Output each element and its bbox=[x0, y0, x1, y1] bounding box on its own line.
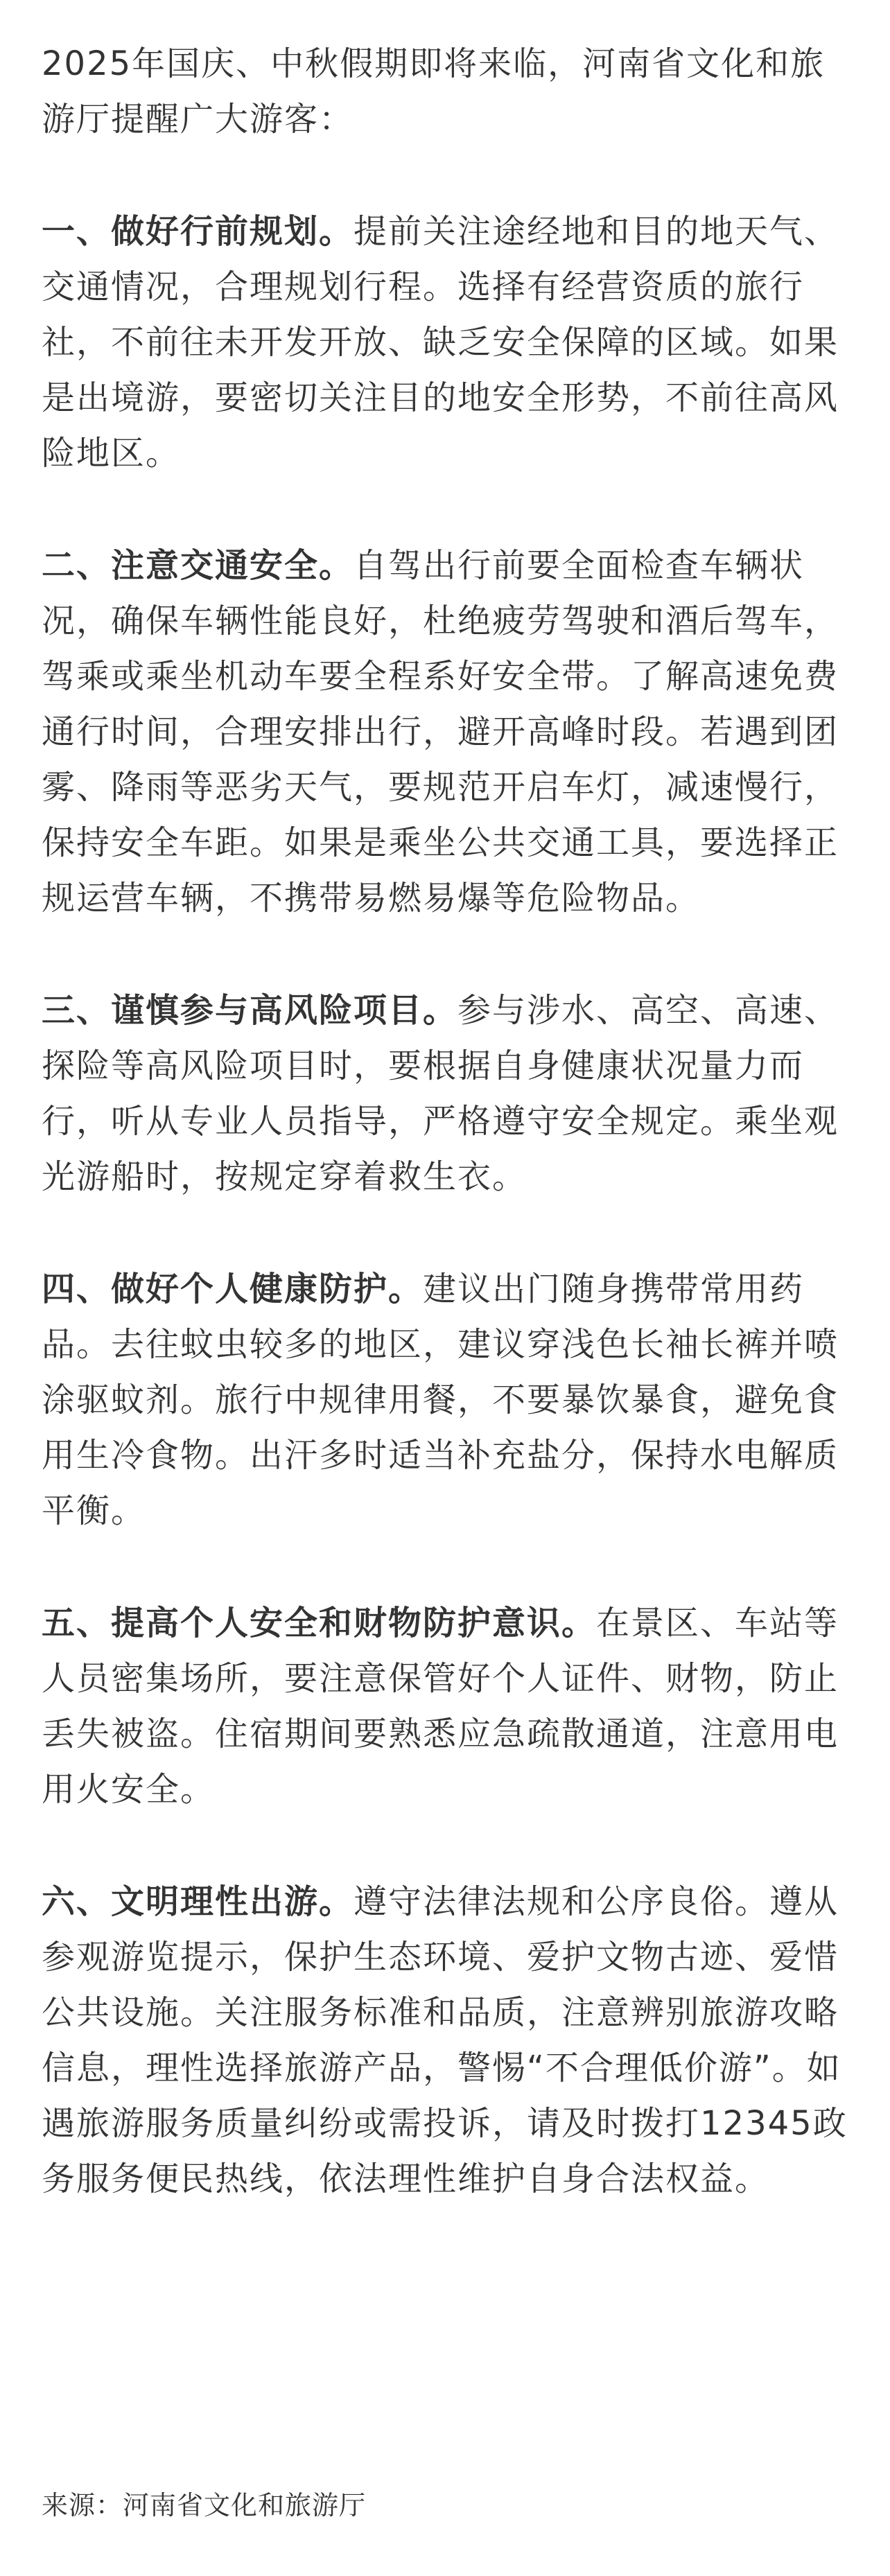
section-paragraph-3 bbox=[42, 983, 853, 1204]
section-body-6: 遵守法律法规和公序良俗。遵从参观游览提示，保护生态环境、爱护文物古迹、爱惜公共设施。关注服务标准和品质，注意辨别旅游攻略信息，理性选择旅游产品，警惕“不合理低价游”。如遇旅游服务质量纠纷或需投诉，请及时拨打12345政务服务便民热线，依法理性维护自身合法权益。 bbox=[42, 1882, 848, 2198]
section-paragraph-5 bbox=[42, 1595, 853, 1817]
section-paragraph-2 bbox=[42, 538, 853, 926]
article-body bbox=[42, 36, 853, 2263]
section-heading-1: 一、做好行前规划。 bbox=[42, 212, 354, 251]
section-body-3: 参与涉水、高空、高速、探险等高风险项目时，要根据自身健康状况量力而行，听从专业人员指导，严格遵守安全规定。乘坐观光游船时，按规定穿着救生衣。 bbox=[42, 991, 839, 1196]
source-credit: 来源：河南省文化和旅游厅 bbox=[42, 2490, 367, 2521]
intro-paragraph: 2025年国庆、中秋假期即将来临，河南省文化和旅游厅提醒广大游客： bbox=[42, 44, 826, 139]
section-body-5: 在景区、车站等人员密集场所，要注意保管好个人证件、财物，防止丢失被盗。住宿期间要熟悉应急疏散通道，注意用电用火安全。 bbox=[42, 1604, 839, 1809]
section-heading-3: 三、谨慎参与高风险项目。 bbox=[42, 991, 458, 1030]
section-paragraph-6 bbox=[42, 1874, 853, 2207]
section-heading-5: 五、提高个人安全和财物防护意识。 bbox=[42, 1604, 597, 1642]
section-body-4: 建议出门随身携带常用药品。去往蚊虫较多的地区，建议穿浅色长袖长裤并喷涂驱蚊剂。旅行中规律用餐，不要暴饮暴食，避免食用生冷食物。出汗多时适当补充盐分，保持水电解质平衡。 bbox=[42, 1270, 839, 1530]
section-paragraph-4 bbox=[42, 1261, 853, 1539]
section-heading-2: 二、注意交通安全。 bbox=[42, 546, 354, 585]
section-heading-4: 四、做好个人健康防护。 bbox=[42, 1270, 424, 1308]
section-heading-6: 六、文明理性出游。 bbox=[42, 1882, 354, 1921]
section-body-2: 自驾出行前要全面检查车辆状况，确保车辆性能良好，杜绝疲劳驾驶和酒后驾车，驾乘或乘坐机动车要全程系好安全带。了解高速免费通行时间，合理安排出行，避开高峰时段。若遇到团雾、降雨等恶劣天气，要规范开启车灯，减速慢行，保持安全车距。如果是乘坐公共交通工具，要选择正规运营车辆，不携带易燃易爆等危险物品。 bbox=[42, 546, 839, 918]
section-paragraph-1 bbox=[42, 204, 853, 481]
section-body-1: 提前关注途经地和目的地天气、交通情况，合理规划行程。选择有经营资质的旅行社，不前往未开发开放、缺乏安全保障的区域。如果是出境游，要密切关注目的地安全形势，不前往高风险地区。 bbox=[42, 212, 839, 473]
